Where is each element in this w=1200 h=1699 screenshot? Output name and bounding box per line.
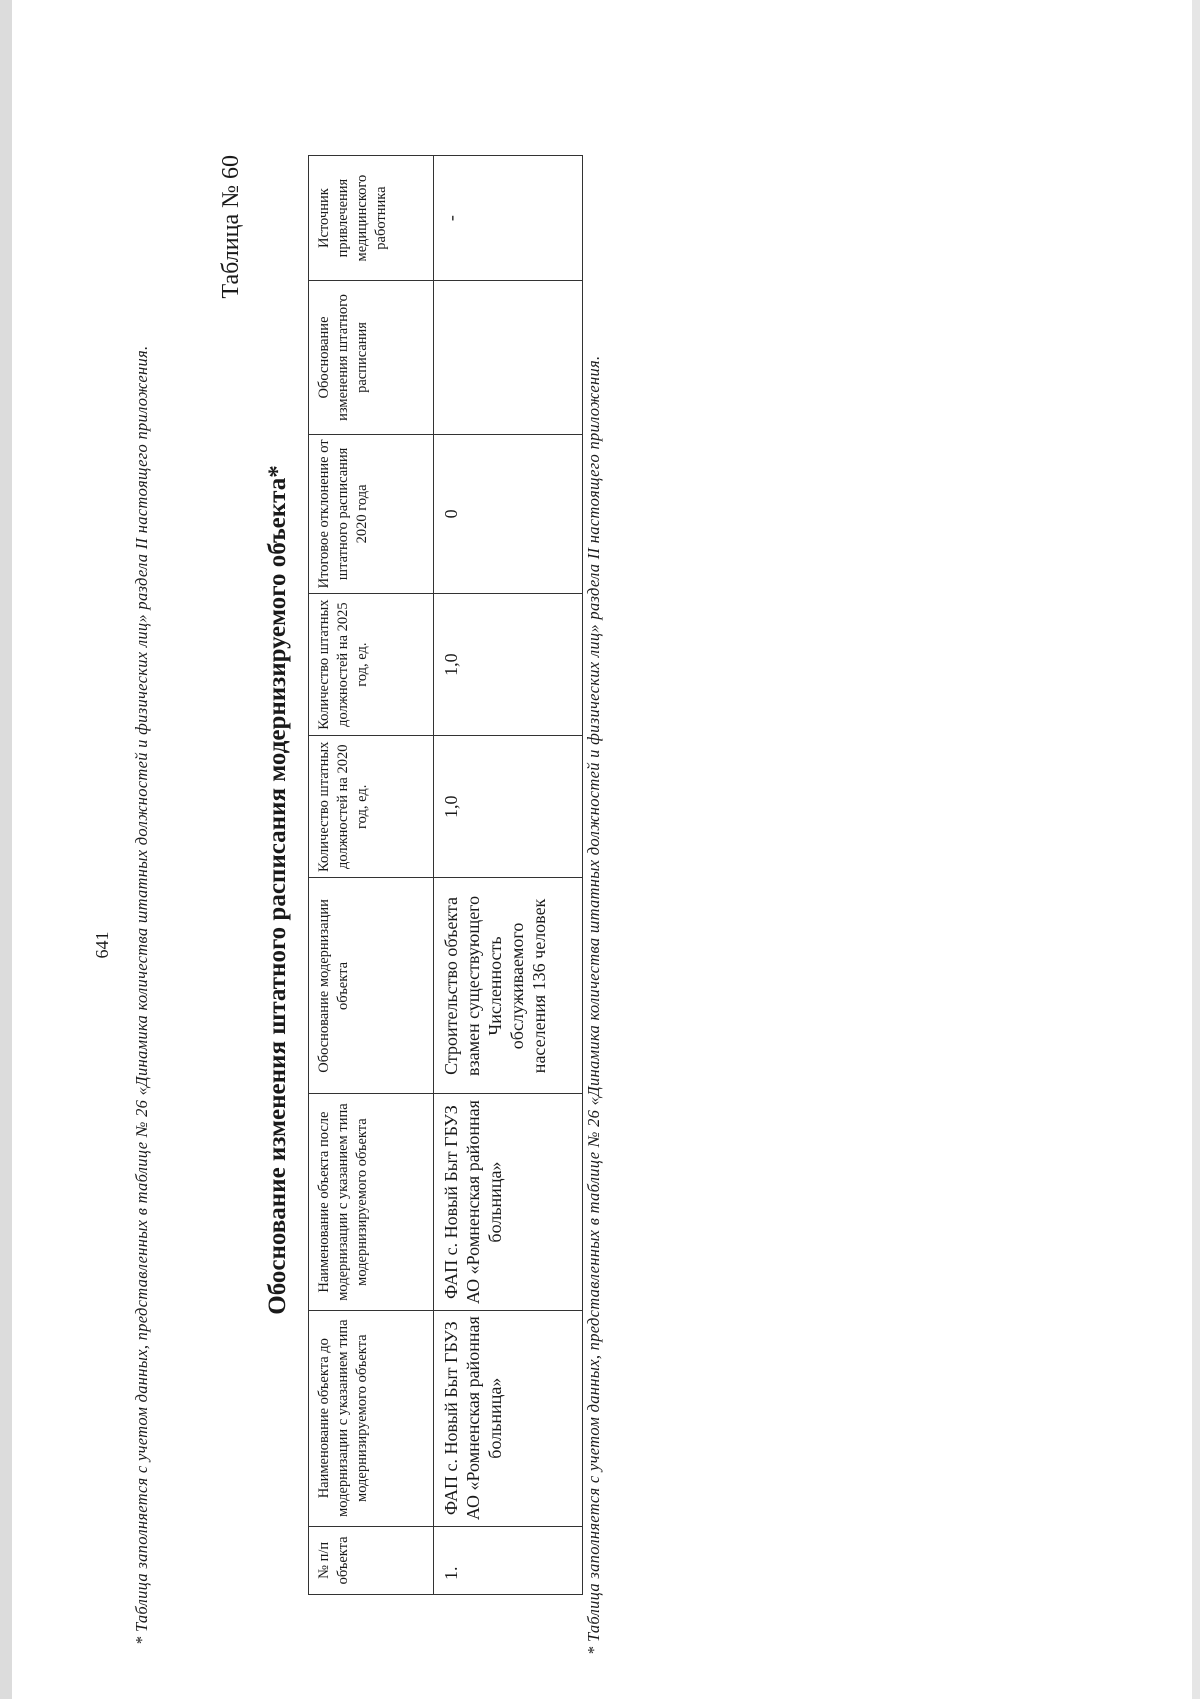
cell-positions-2020: 1,0 — [434, 736, 583, 878]
header-name-before: Наименование объекта до модернизации с указанием типа модернизируемого объекта — [309, 1310, 434, 1526]
cell-positions-2025: 1,0 — [434, 594, 583, 736]
footnote-top: * Таблица заполняется с учетом данных, представленных в таблице № 26 «Динамика количества штатных должностей и физических лиц» раздела II настоящего приложения. — [132, 345, 151, 1645]
header-number: № п/п объекта — [309, 1526, 434, 1594]
cell-deviation: 0 — [434, 434, 583, 593]
table-title: Обоснование изменения штатного расписания модернизируемого объекта* — [264, 465, 291, 1315]
rotated-page-content — [92, 125, 652, 1655]
scan-edge-left — [0, 0, 12, 1699]
table-header-row — [309, 156, 434, 1595]
cell-number: 1. — [434, 1526, 583, 1594]
cell-source: - — [434, 156, 583, 281]
cell-name-after: ФАП с. Новый Быт ГБУЗ АО «Ромненская районная больница» — [434, 1094, 583, 1310]
header-positions-2020: Количество штатных должностей на 2020 год, ед. — [309, 736, 434, 878]
table-row — [434, 156, 583, 1595]
header-source: Источник привлечения медицинского работника — [309, 156, 434, 281]
header-deviation: Итоговое отклонение от штатного расписания 2020 года — [309, 434, 434, 593]
header-justification: Обоснование модернизации объекта — [309, 878, 434, 1094]
cell-name-before: ФАП с. Новый Быт ГБУЗ АО «Ромненская районная больница» — [434, 1310, 583, 1526]
cell-change-justification — [434, 281, 583, 435]
header-name-after: Наименование объекта после модернизации с указанием типа модернизируемого объекта — [309, 1094, 434, 1310]
header-positions-2025: Количество штатных должностей на 2025 год, ед. — [309, 594, 434, 736]
footnote-bottom: * Таблица заполняется с учетом данных, представленных в таблице № 26 «Динамика количества штатных должностей и физических лиц» раздела II настоящего приложения. — [584, 355, 603, 1655]
table-number: Таблица № 60 — [218, 155, 244, 299]
page-number: 641 — [92, 931, 112, 959]
cell-justification: Строительство объекта взамен существующего Численность обслуживаемого населения 136 человек — [434, 878, 583, 1094]
header-change-justification: Обоснование изменения штатного расписания — [309, 281, 434, 435]
scan-edge-right — [1192, 0, 1200, 1699]
staffing-table — [308, 155, 583, 1595]
